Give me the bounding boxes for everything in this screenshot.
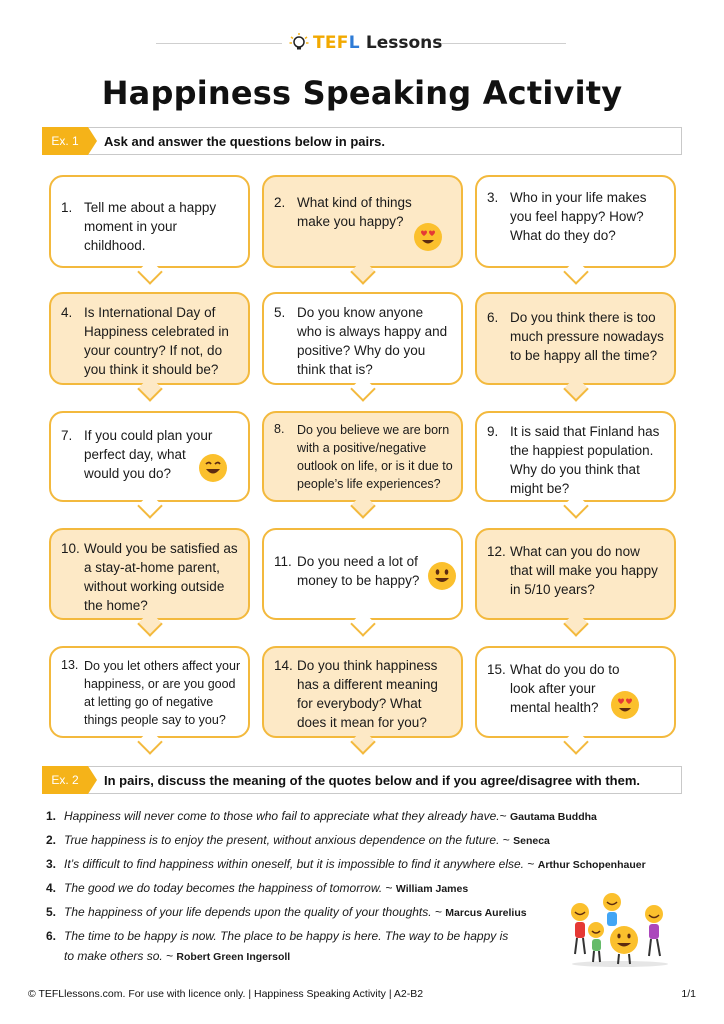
question-number: 10. <box>61 541 80 556</box>
question-number: 5. <box>274 305 286 320</box>
question-bubble-9 <box>475 411 676 502</box>
quote-item: 6. The time to be happy is now. The place to be happy is here. The way to be happy is <box>46 929 509 943</box>
question-bubble-15 <box>475 646 676 738</box>
logo-text-lessons: Lessons <box>365 33 443 53</box>
question-bubble-1 <box>49 175 250 268</box>
exercise-2-instruction: In pairs, discuss the meaning of the quotes below and if you agree/disagree with them. <box>104 772 640 788</box>
question-bubble-14 <box>262 646 463 738</box>
question-number: 15. <box>487 662 506 677</box>
tefl-logo <box>288 31 442 55</box>
page-title: Happiness Speaking Activity <box>101 74 623 112</box>
question-text: Do you believe we are born with a positive/negative outlook on life, or is it due to people’s life experiences? <box>297 423 453 491</box>
question-number: 12. <box>487 544 506 559</box>
happy-emoji-people-illustration <box>568 892 672 968</box>
question-number: 7. <box>61 428 73 443</box>
exercise-2-header <box>42 766 682 794</box>
exercise-1-header <box>42 127 682 155</box>
footer-copyright: © TEFLlessons.com. For use with licence only. | Happiness Speaking Activity | A2-B2 <box>28 988 424 1000</box>
heart-eyes-emoji-icon <box>610 690 640 720</box>
question-bubble-8 <box>262 411 463 502</box>
question-bubble-12 <box>475 528 676 620</box>
logo-text-tefl: TEFL <box>313 33 360 53</box>
question-text: Do you think there is too much pressure nowadays to be happy all the time? <box>510 310 664 363</box>
heart-eyes-emoji-icon <box>413 222 443 252</box>
question-text: Do you think happiness has a different meaning for everybody? What does it mean for you? <box>297 658 438 730</box>
question-bubble-6 <box>475 292 676 385</box>
question-text: Tell me about a happy moment in your childhood. <box>84 200 217 253</box>
question-text: Who in your life makes you feel happy? How? What do they do? <box>510 190 647 243</box>
footer-page-number: 1/1 <box>681 988 696 1000</box>
question-text: What kind of things make you happy? <box>297 195 412 229</box>
question-text: It is said that Finland has the happiest population. Why do you think that might be? <box>510 424 660 496</box>
exercise-1-instruction: Ask and answer the questions below in pairs. <box>104 133 386 149</box>
header-rule-right <box>440 43 566 44</box>
question-bubble-10 <box>49 528 250 620</box>
exercise-1-tag: Ex. 1 <box>42 127 88 155</box>
quote-item: 2. True happiness is to enjoy the present, without anxious dependence on the future. ~ Seneca <box>46 833 550 847</box>
question-number: 4. <box>61 305 73 320</box>
question-number: 3. <box>487 190 499 205</box>
question-text: Is International Day of Happiness celebrated in your country? If not, do you think it should be? <box>84 305 229 377</box>
question-text: If you could plan your perfect day, what would you do? <box>84 428 213 481</box>
question-bubble-4 <box>49 292 250 385</box>
quote-item: 3. It’s difficult to find happiness within oneself, but it is impossible to find it anywhere else. ~ Arthur Schopenhauer <box>46 857 646 871</box>
question-number: 9. <box>487 424 499 439</box>
question-text: Do you know anyone who is always happy and positive? Why do you think that is? <box>297 305 448 377</box>
question-text: Do you let others affect your happiness, or are you good at letting go of negative things people say to you? <box>84 659 241 727</box>
exercise-2-tag: Ex. 2 <box>42 766 88 794</box>
question-text: Would you be satisfied as a stay-at-home parent, without working outside the home? <box>84 541 238 613</box>
question-bubble-3 <box>475 175 676 268</box>
question-text: What do you do to look after your mental health? <box>510 662 620 715</box>
question-number: 1. <box>61 200 73 215</box>
question-bubble-5 <box>262 292 463 385</box>
quote-item: 1. Happiness will never come to those who fail to appreciate what they already have.~ Gautama Buddha <box>46 809 597 823</box>
question-text: What can you do now that will make you happy in 5/10 years? <box>510 544 658 597</box>
header-rule-left <box>156 43 282 44</box>
question-number: 6. <box>487 310 499 325</box>
question-number: 2. <box>274 195 286 210</box>
question-bubble-13 <box>49 646 250 738</box>
quote-item: 4. The good we do today becomes the happiness of tomorrow. ~ William James <box>46 881 469 895</box>
grinning-emoji-icon <box>198 453 228 483</box>
question-number: 13. <box>61 658 79 672</box>
question-number: 14. <box>274 658 293 673</box>
question-text: Do you need a lot of money to be happy? <box>297 554 420 588</box>
smiling-emoji-icon <box>427 561 457 591</box>
question-number: 8. <box>274 422 285 436</box>
quote-item: 5. The happiness of your life depends upon the quality of your thoughts. ~ Marcus Aurelius <box>46 905 527 919</box>
lightbulb-icon <box>288 32 310 54</box>
quote-item-continued: to make others so. ~ Robert Green Ingersoll <box>64 949 291 963</box>
question-number: 11. <box>274 554 292 569</box>
